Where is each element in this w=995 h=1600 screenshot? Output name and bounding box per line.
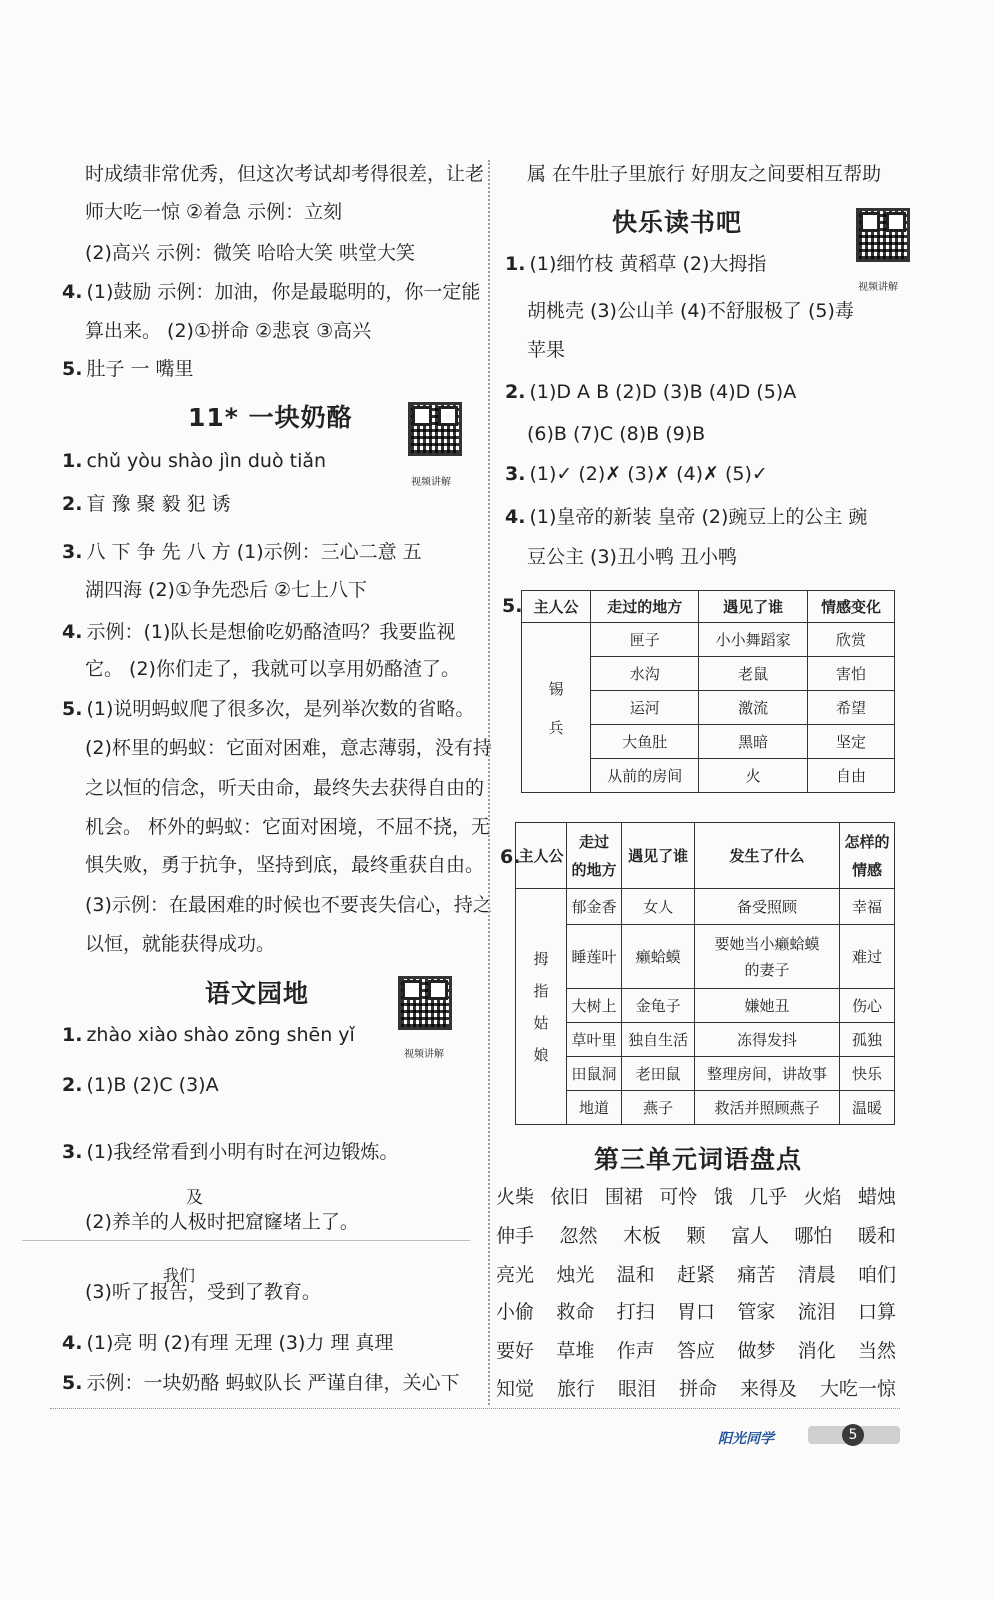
answer-line (62, 540, 422, 564)
vocab-word: 亮光 (496, 1264, 535, 1286)
answer-text: (1)说明蚂蚁爬了很多次，是列举次数的省略。 (86, 698, 475, 720)
section-divider (22, 1240, 470, 1241)
table-cell: 小小舞蹈家 (699, 623, 807, 657)
vocab-word: 旅行 (556, 1378, 595, 1400)
table-header: 走过 的地方 (567, 823, 622, 889)
question-number: 5. (502, 595, 523, 617)
vocab-row (496, 1263, 896, 1287)
question-text: (1)鼓励 示例：加油，你是最聪明的，你一定能 (86, 281, 481, 303)
question-number: 5. (62, 698, 83, 720)
column-divider (488, 160, 490, 1405)
table-cell: 整理房间，讲故事 (695, 1057, 840, 1091)
table-row (516, 925, 895, 989)
answer-line (62, 1073, 219, 1097)
qr-label: 视频讲解 (411, 477, 451, 488)
reading-title: 快乐读书吧 (612, 208, 743, 237)
answer-line (62, 1331, 393, 1355)
question-number: 3. (62, 1141, 83, 1163)
qr-label: 视频讲解 (404, 1049, 444, 1060)
answer-text: (6)B (7)C (8)B (9)B (527, 423, 706, 445)
table-cell: 从前的房间 (591, 759, 699, 793)
answer-line (62, 1140, 398, 1164)
table-cell: 火 (699, 759, 807, 793)
vocab-word: 伸手 (496, 1225, 535, 1247)
answer-text: 湖四海 (2)①争先恐后 ②七上八下 (85, 579, 368, 601)
table-row (516, 1057, 895, 1091)
vocab-word: 流泪 (797, 1301, 836, 1323)
question-number: 4. (62, 1332, 83, 1354)
vocab-row (496, 1339, 896, 1363)
table-cell: 救活并照顾燕子 (695, 1091, 840, 1125)
left-q4-line-2: 算出来。 (2)①拼命 ②悲哀 ③高兴 (85, 320, 372, 342)
question-number: 4. (62, 621, 83, 643)
answer-line (505, 252, 766, 276)
question-number: 2. (62, 493, 83, 515)
tin-soldier-table (521, 590, 895, 793)
vocab-word: 咱们 (857, 1264, 896, 1286)
table-cell: 老鼠 (699, 657, 807, 691)
table-row (516, 989, 895, 1023)
qr-code-icon[interactable] (408, 402, 462, 456)
answer-line (85, 776, 484, 800)
left-line-3: (2)高兴 示例：微笑 哈哈大笑 哄堂大笑 (85, 242, 416, 264)
vocab-word: 忽然 (559, 1225, 598, 1247)
answer-line (85, 853, 484, 877)
answer-text: (1)皇帝的新装 皇帝 (2)豌豆上的公主 豌 (529, 506, 868, 528)
answer-text: (3)听了报告，受到了教育。 (85, 1281, 321, 1303)
vocab-row (496, 1300, 896, 1324)
vocab-word: 来得及 (739, 1378, 797, 1400)
vocab-row (496, 1185, 896, 1209)
table-header: 情感变化 (807, 591, 894, 623)
table-cell: 坚定 (807, 725, 894, 759)
table-cell: 运河 (591, 691, 699, 725)
question-number: 5. (62, 1372, 83, 1394)
answer-line (505, 505, 867, 529)
question-number: 3. (505, 463, 526, 485)
vocab-word: 依旧 (550, 1186, 589, 1208)
vocab-word: 哪怕 (794, 1225, 833, 1247)
answer-text: 豆公主 (3)丑小鸭 丑小鸭 (527, 546, 737, 568)
answer-text: 之以恒的信念，听天由命，最终失去获得自由的 (85, 777, 485, 799)
vocab-word: 火柴 (496, 1186, 535, 1208)
answer-line (85, 815, 490, 839)
answer-line (62, 697, 474, 721)
vocab-word: 温和 (616, 1264, 655, 1286)
answer-text: (1)亮 明 (2)有理 无理 (3)力 理 真理 (86, 1332, 394, 1354)
vocab-word: 暖和 (857, 1225, 896, 1247)
vocab-word: 围裙 (604, 1186, 643, 1208)
table-cell: 害怕 (807, 657, 894, 691)
answer-text: 八 下 争 先 八 方 (1)示例：三心二意 五 (86, 541, 422, 563)
table-cell: 黑暗 (699, 725, 807, 759)
table-cell: 冻得发抖 (695, 1023, 840, 1057)
answer-line (527, 299, 854, 323)
question-number: 4. (505, 506, 526, 528)
table-cell: 燕子 (622, 1091, 695, 1125)
table-cell: 田鼠洞 (567, 1057, 622, 1091)
table-cell: 欣赏 (807, 623, 894, 657)
vocab-word: 要好 (496, 1340, 535, 1362)
garden-title: 语文园地 (205, 979, 310, 1008)
vocab-word: 烛光 (556, 1264, 595, 1286)
table-cell: 郁金香 (567, 889, 622, 925)
vocab-word: 打扫 (616, 1301, 655, 1323)
vocab-word: 消化 (797, 1340, 836, 1362)
vocab-word: 饿 (713, 1186, 733, 1208)
table-cell: 老田鼠 (622, 1057, 695, 1091)
answer-line (85, 736, 492, 760)
question-number: 1. (62, 450, 83, 472)
table-header: 发生了什么 (695, 823, 840, 889)
table-header: 主人公 (516, 823, 567, 889)
vocab-word: 口算 (857, 1301, 896, 1323)
table-cell: 激流 (699, 691, 807, 725)
question-number: 4. (62, 281, 83, 303)
table-cell: 嫌她丑 (695, 989, 840, 1023)
vocab-row (496, 1224, 896, 1248)
vocab-word: 知觉 (496, 1378, 535, 1400)
vocab-word: 火焰 (803, 1186, 842, 1208)
table-cell: 备受照顾 (695, 889, 840, 925)
table-row (516, 1023, 895, 1057)
table-row (522, 623, 895, 657)
question-number: 6. (500, 846, 521, 868)
answer-line (527, 422, 705, 446)
vocab-word: 救命 (556, 1301, 595, 1323)
correction-ji: 及 (186, 1188, 203, 1208)
answer-text: 惧失败，勇于抗争，坚持到底，最终重获自由。 (85, 854, 485, 876)
vocab-row (496, 1377, 896, 1401)
answer-text: (1)细竹枝 黄稻草 (2)大拇指 (529, 253, 767, 275)
table-cell: 大树上 (567, 989, 622, 1023)
answer-line (85, 932, 275, 956)
table-header: 遇见了谁 (699, 591, 807, 623)
table-cell: 睡莲叶 (567, 925, 622, 989)
vocab-word: 胃口 (676, 1301, 715, 1323)
answer-text: 机会。 杯外的蚂蚁：它面对困境，不屈不挠，无 (85, 816, 491, 838)
table-cell: 幸福 (839, 889, 894, 925)
table-cell: 自由 (807, 759, 894, 793)
vocab-word: 可怜 (659, 1186, 698, 1208)
question-number: 3. (62, 541, 83, 563)
table-row (516, 1091, 895, 1125)
question-number: 1. (505, 253, 526, 275)
table-header: 怎样的 情感 (839, 823, 894, 889)
answer-line (62, 492, 231, 516)
table-cell: 水沟 (591, 657, 699, 691)
table-cell: 要她当小癞蛤蟆 的妻子 (695, 925, 840, 989)
answer-line (62, 1371, 460, 1395)
vocab-word: 清晨 (797, 1264, 836, 1286)
table-cell: 草叶里 (567, 1023, 622, 1057)
answer-text: (1)我经常看到小明有时在河边锻炼。 (86, 1141, 399, 1163)
answer-text: 示例：一块奶酪 蚂蚁队长 严谨自律，关心下 (86, 1372, 460, 1394)
answer-line (527, 338, 565, 362)
table-cell: 希望 (807, 691, 894, 725)
answer-line (85, 893, 492, 917)
table-header: 走过的地方 (591, 591, 699, 623)
table-cell: 癞蛤蟆 (622, 925, 695, 989)
table-cell: 温暖 (839, 1091, 894, 1125)
vocab-word: 眼泪 (617, 1378, 656, 1400)
table-cell: 难过 (839, 925, 894, 989)
answer-text: chǔ yòu shào jìn duò tiǎn (86, 450, 327, 472)
answer-line (85, 657, 460, 681)
vocab-word: 颗 (686, 1225, 706, 1247)
answer-line (62, 1023, 355, 1047)
answer-text: 盲 豫 聚 毅 犯 诱 (86, 493, 231, 515)
vocab-word: 痛苦 (737, 1264, 776, 1286)
page-number: 5 (842, 1424, 864, 1446)
table-cell: 快乐 (839, 1057, 894, 1091)
footer-rule (50, 1408, 900, 1409)
vocab-word: 答应 (676, 1340, 715, 1362)
vocab-word: 几乎 (749, 1186, 788, 1208)
table-cell: 大鱼肚 (591, 725, 699, 759)
answer-text: zhào xiào shào zōng shēn yǐ (86, 1024, 355, 1046)
protagonist-cell: 拇 指 姑 娘 (516, 889, 567, 1125)
answer-line (85, 578, 367, 602)
table-row (516, 889, 895, 925)
left-line-2: 师大吃一惊 ②着急 示例：立刻 (85, 201, 343, 223)
answer-text: (1)B (2)C (3)A (86, 1074, 219, 1096)
qr-code-icon[interactable] (398, 976, 452, 1030)
vocab-word: 小偷 (496, 1301, 535, 1323)
question-number: 1. (62, 1024, 83, 1046)
answer-text: 以恒，就能获得成功。 (85, 933, 276, 955)
table-header: 遇见了谁 (622, 823, 695, 889)
vocab-word: 管家 (737, 1301, 776, 1323)
right-top-line: 属 在牛肚子里旅行 好朋友之间要相互帮助 (527, 163, 882, 185)
vocab-word: 木板 (622, 1225, 661, 1247)
question-text: 肚子 一 嘴里 (86, 358, 194, 380)
vocab-word: 草堆 (556, 1340, 595, 1362)
answer-text: 苹果 (527, 339, 566, 361)
thumbelina-table (515, 822, 895, 1125)
answer-line (62, 620, 455, 644)
vocab-word: 拼命 (678, 1378, 717, 1400)
qr-code-icon[interactable] (856, 208, 910, 262)
answer-text: (1)✓ (2)✗ (3)✗ (4)✗ (5)✓ (529, 463, 768, 485)
left-line-1: 时成绩非常优秀，但这次考试却考得很差，让老 (85, 163, 485, 185)
answer-line (505, 380, 796, 404)
table-cell: 伤心 (839, 989, 894, 1023)
answer-text: (3)示例：在最困难的时候也不要丧失信心，持之 (85, 894, 492, 916)
table-cell: 孤独 (839, 1023, 894, 1057)
vocab-word: 富人 (730, 1225, 769, 1247)
answer-line (527, 545, 737, 569)
vocab-word: 大吃一惊 (819, 1378, 896, 1400)
answer-text: (2)杯里的蚂蚁：它面对困难，意志薄弱，没有持 (85, 737, 492, 759)
vocab-word: 赶紧 (676, 1264, 715, 1286)
answer-text: 它。 (2)你们走了，我就可以享用奶酪渣了。 (85, 658, 460, 680)
left-q4-line-1 (62, 280, 480, 304)
answer-line (505, 462, 768, 486)
vocab-word: 作声 (616, 1340, 655, 1362)
correction-women: 我们 (163, 1266, 196, 1285)
question-number: 2. (505, 381, 526, 403)
answer-text: 示例：(1)队长是想偷吃奶酪渣吗？我要监视 (86, 621, 456, 643)
lesson-11-title: 11* 一块奶酪 (188, 403, 353, 432)
vocab-word: 蜡烛 (857, 1186, 896, 1208)
qr-label: 视频讲解 (858, 282, 898, 293)
answer-text: (1)D A B (2)D (3)B (4)D (5)A (529, 381, 797, 403)
left-q5 (62, 357, 194, 381)
table-cell: 女人 (622, 889, 695, 925)
answer-text: 胡桃壳 (3)公山羊 (4)不舒服极了 (5)毒 (527, 300, 854, 322)
answer-line (85, 1280, 321, 1304)
question-number: 5. (62, 358, 83, 380)
table-cell: 独自生活 (622, 1023, 695, 1057)
answer-line (85, 1210, 359, 1234)
vocab-title: 第三单元词语盘点 (594, 1145, 803, 1174)
table-cell: 金龟子 (622, 989, 695, 1023)
table-cell: 地道 (567, 1091, 622, 1125)
question-number: 2. (62, 1074, 83, 1096)
answer-line (62, 449, 326, 473)
brand-logo: 阳光同学 (718, 1431, 774, 1447)
answer-text: (2)养羊的人极时把窟窿堵上了。 (85, 1211, 359, 1233)
protagonist-cell: 锡 兵 (522, 623, 591, 793)
table-cell: 匣子 (591, 623, 699, 657)
vocab-word: 做梦 (737, 1340, 776, 1362)
vocab-word: 当然 (857, 1340, 896, 1362)
table-header: 主人公 (522, 591, 591, 623)
